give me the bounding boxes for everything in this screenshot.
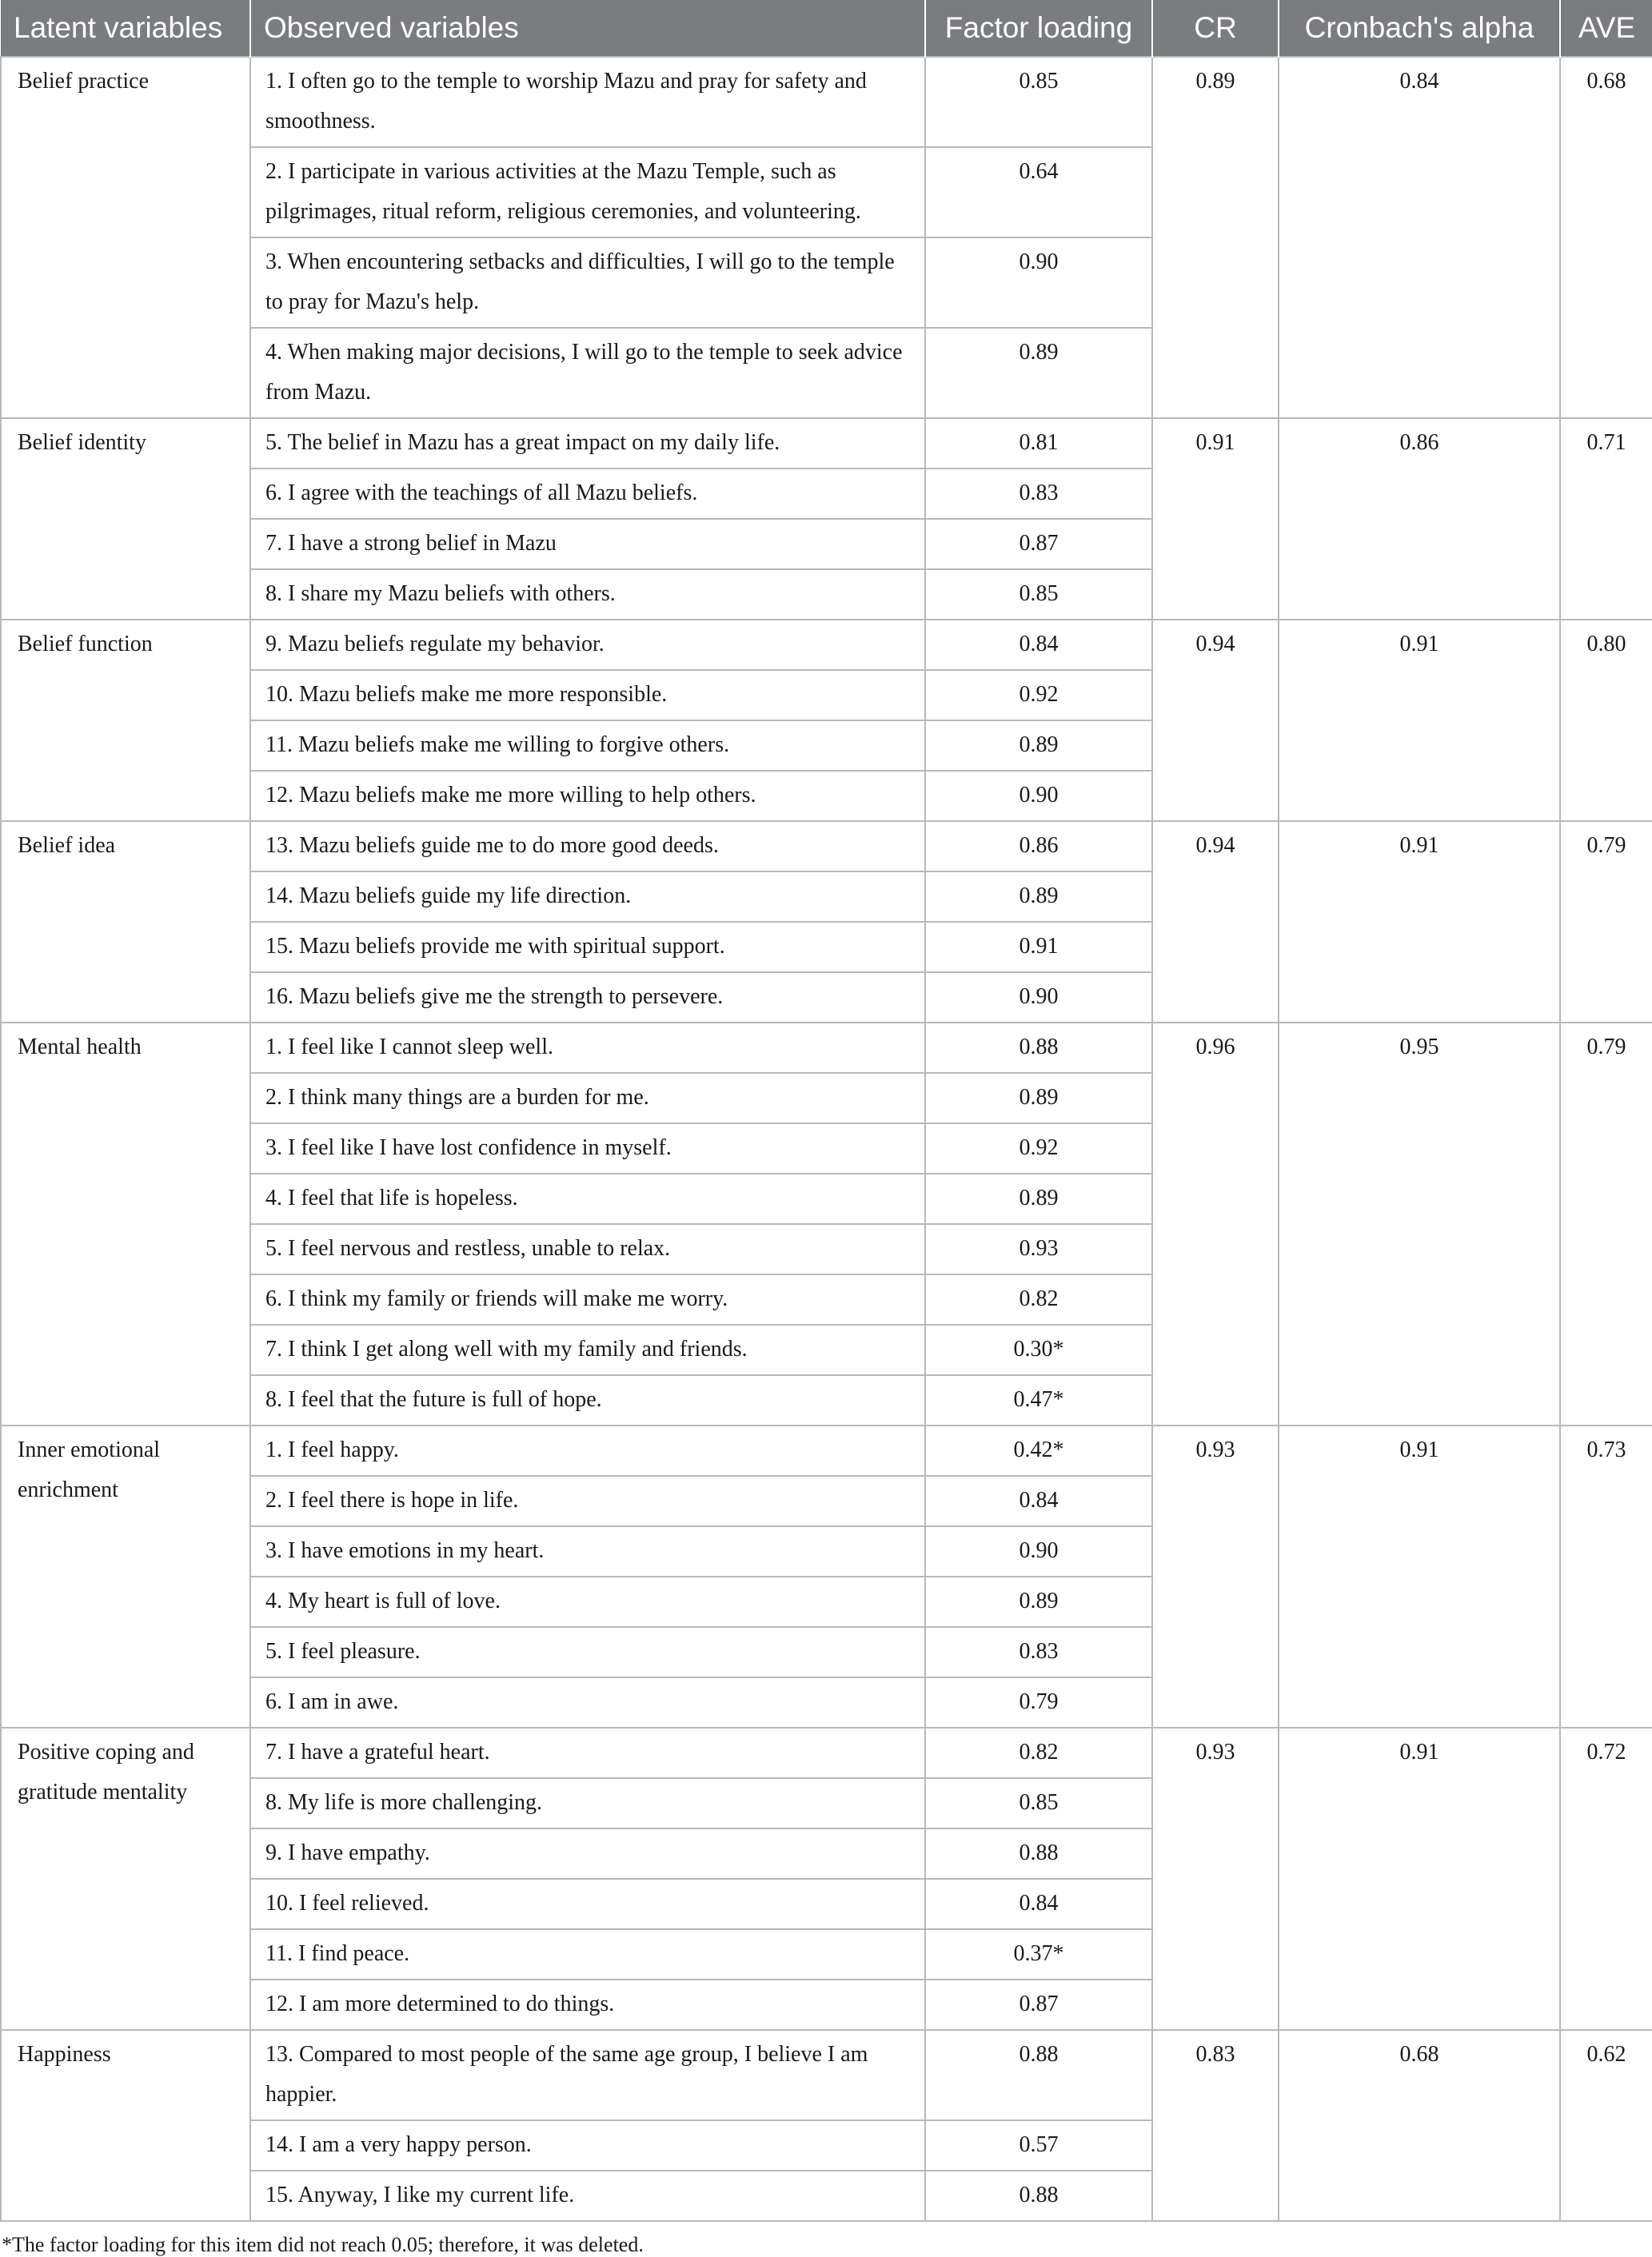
factor-loading-cell: 0.82 xyxy=(925,1274,1152,1325)
observed-variable-cell: 6. I think my family or friends will make me worry. xyxy=(250,1274,925,1325)
factor-loading-cell: 0.90 xyxy=(925,1526,1152,1577)
observed-variable-cell: 2. I feel there is hope in life. xyxy=(250,1476,925,1526)
cronbachs-alpha-cell: 0.91 xyxy=(1279,1728,1560,2030)
observed-variable-cell: 7. I have a strong belief in Mazu xyxy=(250,519,925,569)
cronbachs-alpha-cell: 0.91 xyxy=(1279,1426,1560,1728)
factor-loading-cell: 0.64 xyxy=(925,147,1152,237)
observed-variable-cell: 3. When encountering setbacks and difficulties, I will go to the temple to pray for Mazu's help. xyxy=(250,237,925,328)
ave-cell: 0.79 xyxy=(1560,821,1652,1023)
observed-variable-cell: 16. Mazu beliefs give me the strength to persevere. xyxy=(250,972,925,1023)
factor-loading-cell: 0.87 xyxy=(925,1980,1152,2030)
observed-variable-cell: 5. I feel nervous and restless, unable to relax. xyxy=(250,1224,925,1274)
latent-variable-cell: Happiness xyxy=(1,2030,250,2221)
observed-variable-cell: 12. I am more determined to do things. xyxy=(250,1980,925,2030)
cr-cell: 0.94 xyxy=(1152,821,1279,1023)
observed-variable-cell: 10. Mazu beliefs make me more responsible. xyxy=(250,670,925,720)
table-row xyxy=(1,1426,1652,1476)
factor-loading-cell: 0.84 xyxy=(925,1879,1152,1929)
latent-variable-cell: Belief idea xyxy=(1,821,250,1023)
cr-cell: 0.94 xyxy=(1152,620,1279,821)
observed-variable-cell: 11. Mazu beliefs make me willing to forgive others. xyxy=(250,720,925,771)
observed-variable-cell: 13. Mazu beliefs guide me to do more good deeds. xyxy=(250,821,925,871)
observed-variable-cell: 4. My heart is full of love. xyxy=(250,1577,925,1627)
factor-loading-cell: 0.57 xyxy=(925,2120,1152,2171)
observed-variable-cell: 12. Mazu beliefs make me more willing to help others. xyxy=(250,771,925,821)
observed-variable-cell: 1. I often go to the temple to worship Mazu and pray for safety and smoothness. xyxy=(250,57,925,147)
table-row xyxy=(1,418,1652,469)
factor-loading-cell: 0.85 xyxy=(925,569,1152,620)
latent-variable-cell: Positive coping and gratitude mentality xyxy=(1,1728,250,2030)
factor-loading-cell: 0.83 xyxy=(925,469,1152,519)
observed-variable-cell: 4. When making major decisions, I will go to the temple to seek advice from Mazu. xyxy=(250,328,925,418)
observed-variable-cell: 8. I share my Mazu beliefs with others. xyxy=(250,569,925,620)
latent-variable-cell: Belief practice xyxy=(1,57,250,418)
table-footnote: *The factor loading for this item did not reach 0.05; therefore, it was deleted. xyxy=(2,2233,644,2256)
latent-variable-cell: Mental health xyxy=(1,1023,250,1426)
factor-loading-cell: 0.47* xyxy=(925,1375,1152,1426)
table-row xyxy=(1,1728,1652,1778)
ave-cell: 0.79 xyxy=(1560,1023,1652,1426)
factor-loading-cell: 0.89 xyxy=(925,328,1152,418)
factor-loading-cell: 0.90 xyxy=(925,237,1152,328)
observed-variable-cell: 9. Mazu beliefs regulate my behavior. xyxy=(250,620,925,670)
observed-variable-cell: 15. Anyway, I like my current life. xyxy=(250,2171,925,2221)
factor-loading-cell: 0.88 xyxy=(925,1828,1152,1879)
table-body xyxy=(1,57,1652,2221)
observed-variable-cell: 14. I am a very happy person. xyxy=(250,2120,925,2171)
cr-cell: 0.83 xyxy=(1152,2030,1279,2221)
header-ave: AVE xyxy=(1560,0,1652,57)
factor-loading-cell: 0.82 xyxy=(925,1728,1152,1778)
cr-cell: 0.93 xyxy=(1152,1426,1279,1728)
cronbachs-alpha-cell: 0.68 xyxy=(1279,2030,1560,2221)
table-row xyxy=(1,620,1652,670)
factor-loading-cell: 0.81 xyxy=(925,418,1152,469)
latent-variable-cell: Inner emotional enrichment xyxy=(1,1426,250,1728)
factor-loading-cell: 0.87 xyxy=(925,519,1152,569)
factor-loading-cell: 0.90 xyxy=(925,771,1152,821)
observed-variable-cell: 1. I feel happy. xyxy=(250,1426,925,1476)
factor-loading-cell: 0.88 xyxy=(925,1023,1152,1073)
factor-loading-cell: 0.89 xyxy=(925,1577,1152,1627)
factor-loading-cell: 0.84 xyxy=(925,620,1152,670)
observed-variable-cell: 13. Compared to most people of the same age group, I believe I am happier. xyxy=(250,2030,925,2120)
factor-loading-cell: 0.88 xyxy=(925,2171,1152,2221)
factor-loading-cell: 0.30* xyxy=(925,1325,1152,1375)
cronbachs-alpha-cell: 0.91 xyxy=(1279,821,1560,1023)
ave-cell: 0.73 xyxy=(1560,1426,1652,1728)
factor-loading-cell: 0.91 xyxy=(925,922,1152,972)
header-factor-loading: Factor loading xyxy=(925,0,1152,57)
observed-variable-cell: 2. I participate in various activities at the Mazu Temple, such as pilgrimages, ritual reform, religious ceremonies, and volunteering. xyxy=(250,147,925,237)
header-observed-variables: Observed variables xyxy=(250,0,925,57)
latent-variable-cell: Belief function xyxy=(1,620,250,821)
table-row xyxy=(1,821,1652,871)
factor-loading-cell: 0.90 xyxy=(925,972,1152,1023)
factor-loading-cell: 0.89 xyxy=(925,871,1152,922)
ave-cell: 0.72 xyxy=(1560,1728,1652,2030)
observed-variable-cell: 5. I feel pleasure. xyxy=(250,1627,925,1677)
header-latent-variables: Latent variables xyxy=(1,0,250,57)
ave-cell: 0.62 xyxy=(1560,2030,1652,2221)
observed-variable-cell: 14. Mazu beliefs guide my life direction. xyxy=(250,871,925,922)
observed-variable-cell: 4. I feel that life is hopeless. xyxy=(250,1174,925,1224)
cronbachs-alpha-cell: 0.91 xyxy=(1279,620,1560,821)
cr-cell: 0.96 xyxy=(1152,1023,1279,1426)
cronbachs-alpha-cell: 0.95 xyxy=(1279,1023,1560,1426)
observed-variable-cell: 6. I agree with the teachings of all Mazu beliefs. xyxy=(250,469,925,519)
observed-variable-cell: 2. I think many things are a burden for me. xyxy=(250,1073,925,1123)
latent-variable-cell: Belief identity xyxy=(1,418,250,620)
ave-cell: 0.80 xyxy=(1560,620,1652,821)
header-row xyxy=(1,0,1652,57)
cronbachs-alpha-cell: 0.86 xyxy=(1279,418,1560,620)
observed-variable-cell: 11. I find peace. xyxy=(250,1929,925,1980)
factor-loading-cell: 0.83 xyxy=(925,1627,1152,1677)
factor-loading-cell: 0.89 xyxy=(925,1174,1152,1224)
table-row xyxy=(1,2030,1652,2120)
factor-loading-cell: 0.85 xyxy=(925,1778,1152,1828)
header-cr: CR xyxy=(1152,0,1279,57)
observed-variable-cell: 1. I feel like I cannot sleep well. xyxy=(250,1023,925,1073)
cr-cell: 0.89 xyxy=(1152,57,1279,418)
factor-loading-cell: 0.93 xyxy=(925,1224,1152,1274)
observed-variable-cell: 8. My life is more challenging. xyxy=(250,1778,925,1828)
ave-cell: 0.68 xyxy=(1560,57,1652,418)
table-header xyxy=(1,0,1652,57)
factor-loading-cell: 0.92 xyxy=(925,670,1152,720)
observed-variable-cell: 9. I have empathy. xyxy=(250,1828,925,1879)
observed-variable-cell: 3. I have emotions in my heart. xyxy=(250,1526,925,1577)
factor-loading-cell: 0.37* xyxy=(925,1929,1152,1980)
factor-loading-cell: 0.86 xyxy=(925,821,1152,871)
table-row xyxy=(1,1023,1652,1073)
observed-variable-cell: 3. I feel like I have lost confidence in myself. xyxy=(250,1123,925,1174)
observed-variable-cell: 8. I feel that the future is full of hope. xyxy=(250,1375,925,1426)
factor-loading-cell: 0.92 xyxy=(925,1123,1152,1174)
cronbachs-alpha-cell: 0.84 xyxy=(1279,57,1560,418)
observed-variable-cell: 6. I am in awe. xyxy=(250,1677,925,1728)
factor-loading-cell: 0.85 xyxy=(925,57,1152,147)
observed-variable-cell: 7. I think I get along well with my family and friends. xyxy=(250,1325,925,1375)
observed-variable-cell: 5. The belief in Mazu has a great impact on my daily life. xyxy=(250,418,925,469)
observed-variable-cell: 7. I have a grateful heart. xyxy=(250,1728,925,1778)
header-cronbachs-alpha: Cronbach's alpha xyxy=(1279,0,1560,57)
factor-loading-cell: 0.79 xyxy=(925,1677,1152,1728)
cr-cell: 0.91 xyxy=(1152,418,1279,620)
factor-loading-cell: 0.88 xyxy=(925,2030,1152,2120)
observed-variable-cell: 15. Mazu beliefs provide me with spiritual support. xyxy=(250,922,925,972)
factor-loading-cell: 0.89 xyxy=(925,1073,1152,1123)
factor-loading-cell: 0.84 xyxy=(925,1476,1152,1526)
observed-variable-cell: 10. I feel relieved. xyxy=(250,1879,925,1929)
factor-loading-cell: 0.42* xyxy=(925,1426,1152,1476)
factor-loading-cell: 0.89 xyxy=(925,720,1152,771)
cr-cell: 0.93 xyxy=(1152,1728,1279,2030)
ave-cell: 0.71 xyxy=(1560,418,1652,620)
table-row xyxy=(1,57,1652,147)
